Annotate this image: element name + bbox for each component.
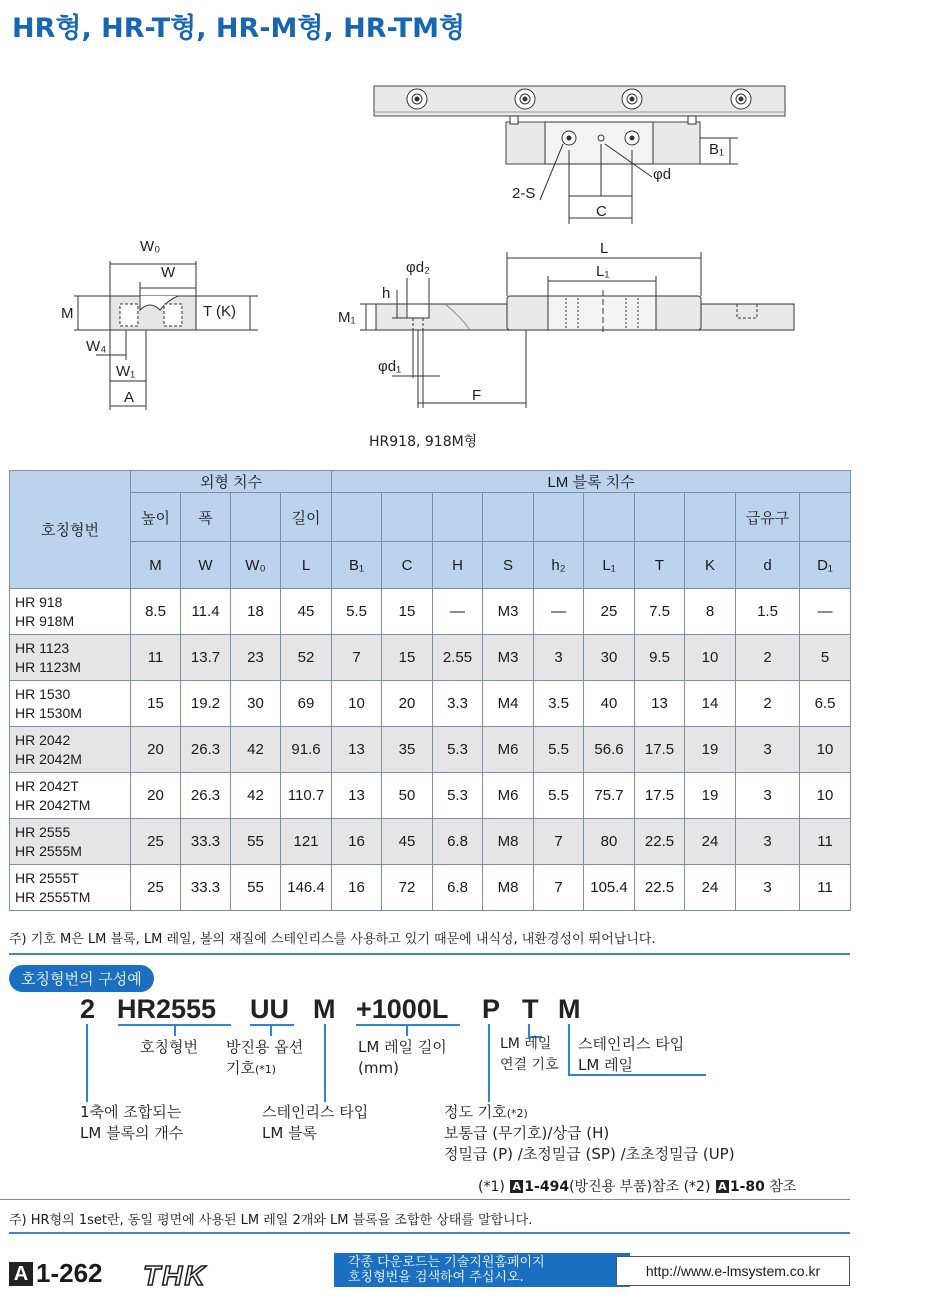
table-cell: 7 — [534, 865, 584, 911]
model-cell: HR 2042T HR 2042TM — [10, 773, 131, 819]
table-cell: 30 — [584, 635, 635, 681]
header-height: 높이 — [131, 493, 181, 542]
exp-length-1: LM 레일 길이 — [358, 1038, 447, 1056]
code-material: M — [313, 994, 336, 1024]
exp-accuracy-3: 정밀급 (P) /초정밀급 (SP) /초초정밀급 (UP) — [444, 1145, 735, 1163]
table-cell: 45 — [382, 819, 433, 865]
header-grease: 급유구 — [736, 493, 800, 542]
table-cell: 18 — [231, 589, 281, 635]
dim-label-m: M — [61, 305, 74, 322]
dim-label-phi-d: φd — [653, 166, 672, 183]
dim-label-w4: W₄ — [86, 338, 107, 355]
header-blank — [231, 493, 281, 542]
table-cell: 5.3 — [433, 727, 483, 773]
table-cell: 5.3 — [433, 773, 483, 819]
table-cell: 25 — [131, 819, 181, 865]
dim-label-w0: W₀ — [140, 238, 161, 255]
reference-note: (*1) A 1-494(방진용 부품)참조 (*2) A 1-80 참조 — [478, 1179, 797, 1195]
table-cell: 56.6 — [584, 727, 635, 773]
code-joint: T — [522, 994, 539, 1024]
code-model: HR2555 — [117, 994, 217, 1024]
table-cell: 7 — [332, 635, 382, 681]
dim-label-w1: W₁ — [116, 363, 136, 380]
header-lm-block-dimensions: LM 블록 치수 — [332, 471, 851, 493]
table-cell: 24 — [685, 865, 736, 911]
code-qty: 2 — [80, 994, 96, 1024]
code-rail-material: M — [558, 994, 581, 1024]
table-cell: 7.5 — [635, 589, 685, 635]
table-cell: 20 — [131, 727, 181, 773]
table-cell: 22.5 — [635, 865, 685, 911]
table-cell: 105.4 — [584, 865, 635, 911]
table-cell: 5.5 — [534, 773, 584, 819]
exp-rail-material-2: LM 레일 — [578, 1056, 634, 1074]
table-cell: M3 — [483, 589, 534, 635]
table-cell: 26.3 — [181, 727, 231, 773]
download-banner: 각종 다운로드는 기술지원홈페이지 호칭형번을 검색하여 주십시오. — [334, 1253, 630, 1287]
line-material — [324, 1024, 326, 1102]
dim-label-w: W — [161, 264, 176, 281]
exp-accuracy-1: 정도 기호(*2) — [444, 1103, 528, 1121]
table-cell: 80 — [584, 819, 635, 865]
table-cell: M6 — [483, 727, 534, 773]
table-cell: 121 — [281, 819, 332, 865]
exp-qty-2: LM 블록의 개수 — [80, 1124, 184, 1142]
table-note: 주) 기호 M은 LM 블록, LM 레일, 볼의 재질에 스테인리스를 사용하고 있기 때문에 내식성, 내환경성이 뛰어납니다. — [9, 932, 656, 947]
exp-material-1: 스테인리스 타입 — [262, 1103, 369, 1121]
table-cell: 20 — [382, 681, 433, 727]
table-cell: 13 — [332, 773, 382, 819]
exp-joint-1: LM 레일 — [500, 1036, 552, 1052]
table-cell: 14 — [685, 681, 736, 727]
table-cell: 13 — [635, 681, 685, 727]
column-header: C — [382, 542, 433, 589]
dim-label-phi-d1: φd₁ — [378, 358, 402, 375]
table-cell: 75.7 — [584, 773, 635, 819]
table-cell: 35 — [382, 727, 433, 773]
page-ref-icon: A — [716, 1180, 729, 1193]
model-cell: HR 918 HR 918M — [10, 589, 131, 635]
table-cell: 42 — [231, 727, 281, 773]
table-cell: — — [433, 589, 483, 635]
column-header: D₁ — [800, 542, 851, 589]
table-cell: 5 — [800, 635, 851, 681]
dim-label-l: L — [600, 240, 609, 257]
table-cell: 110.7 — [281, 773, 332, 819]
table-cell: 2.55 — [433, 635, 483, 681]
column-header: K — [685, 542, 736, 589]
table-cell: M8 — [483, 865, 534, 911]
exp-accuracy-2: 보통급 (무기호)/상급 (H) — [444, 1124, 610, 1142]
composition-heading: 호칭형번의 구성예 — [9, 965, 154, 992]
drawing-caption: HR918, 918M형 — [369, 434, 478, 450]
table-cell: 8 — [685, 589, 736, 635]
table-cell: 17.5 — [635, 773, 685, 819]
set-note: 주) HR형의 1set란, 동일 평면에 사용된 LM 레일 2개와 LM 블록을 조합한 상태를 말합니다. — [9, 1213, 533, 1228]
column-header: h₂ — [534, 542, 584, 589]
website-link[interactable]: http://www.e-lmsystem.co.kr — [616, 1256, 850, 1286]
dim-label-2s: 2-S — [512, 185, 536, 202]
table-cell: 10 — [800, 727, 851, 773]
table-cell: 3 — [736, 773, 800, 819]
column-header: W — [181, 542, 231, 589]
bracket-model-stem — [174, 1024, 176, 1036]
table-cell: 16 — [332, 865, 382, 911]
table-cell: 5.5 — [534, 727, 584, 773]
dim-label-t: T — [203, 303, 213, 320]
table-row — [10, 773, 851, 819]
table-cell: 2 — [736, 635, 800, 681]
page-title: HR형, HR-T형, HR-M형, HR-TM형 — [12, 13, 466, 44]
table-cell: 13 — [332, 727, 382, 773]
table-row — [10, 635, 851, 681]
exp-rail-material-1: 스테인리스 타입 — [578, 1035, 685, 1053]
bracket-seal-stem — [270, 1024, 272, 1036]
page-section-badge: A — [9, 1262, 33, 1286]
table-cell: 45 — [281, 589, 332, 635]
model-cell: HR 2042 HR 2042M — [10, 727, 131, 773]
page-ref-icon: A — [510, 1180, 523, 1193]
table-cell: 5.5 — [332, 589, 382, 635]
table-cell: 40 — [584, 681, 635, 727]
table-cell: M6 — [483, 773, 534, 819]
bracket-seal — [250, 1024, 294, 1026]
exp-seal-1: 방진용 옵션 — [226, 1038, 304, 1056]
table-cell: 26.3 — [181, 773, 231, 819]
table-cell: 19 — [685, 727, 736, 773]
table-cell: 15 — [382, 589, 433, 635]
table-cell: 6.8 — [433, 819, 483, 865]
dim-label-c: C — [596, 203, 607, 220]
table-cell: 3 — [534, 635, 584, 681]
table-cell: 55 — [231, 819, 281, 865]
table-row — [10, 865, 851, 911]
column-header: H — [433, 542, 483, 589]
code-length: +1000L — [356, 994, 449, 1024]
table-cell: 91.6 — [281, 727, 332, 773]
table-row — [10, 819, 851, 865]
exp-joint-2: 연결 기호 — [500, 1057, 559, 1073]
table-cell: 6.8 — [433, 865, 483, 911]
header-model-name: 호칭형번 — [10, 471, 131, 589]
table-cell: 25 — [131, 865, 181, 911]
table-cell: 22.5 — [635, 819, 685, 865]
table-cell: 69 — [281, 681, 332, 727]
table-cell: 19 — [685, 773, 736, 819]
model-cell: HR 1530 HR 1530M — [10, 681, 131, 727]
table-cell: 7 — [534, 819, 584, 865]
table-row — [10, 727, 851, 773]
table-cell: 17.5 — [635, 727, 685, 773]
table-cell: 10 — [685, 635, 736, 681]
table-cell: 3.5 — [534, 681, 584, 727]
exp-seal-2: 기호(*1) — [226, 1059, 277, 1077]
table-cell: 3 — [736, 727, 800, 773]
table-cell: 55 — [231, 865, 281, 911]
column-header: W₀ — [231, 542, 281, 589]
table-cell: 33.3 — [181, 819, 231, 865]
model-cell: HR 2555T HR 2555TM — [10, 865, 131, 911]
table-cell: M8 — [483, 819, 534, 865]
table-cell: 146.4 — [281, 865, 332, 911]
model-cell: HR 2555 HR 2555M — [10, 819, 131, 865]
table-cell: 11.4 — [181, 589, 231, 635]
table-cell: 2 — [736, 681, 800, 727]
table-cell: 10 — [800, 773, 851, 819]
technical-drawing — [0, 0, 931, 460]
column-header: M — [131, 542, 181, 589]
table-cell: M4 — [483, 681, 534, 727]
header-width: 폭 — [181, 493, 231, 542]
table-cell: 23 — [231, 635, 281, 681]
column-header: T — [635, 542, 685, 589]
table-cell: — — [534, 589, 584, 635]
table-row — [10, 589, 851, 635]
dim-label-f: F — [472, 387, 482, 404]
divider — [0, 1199, 850, 1200]
header-outer-dimensions: 외형 치수 — [131, 471, 332, 493]
header-length: 길이 — [281, 493, 332, 542]
table-cell: 72 — [382, 865, 433, 911]
dim-label-h: h — [382, 285, 391, 302]
line-qty — [86, 1024, 88, 1102]
column-header: S — [483, 542, 534, 589]
table-cell: 15 — [131, 681, 181, 727]
bracket-length-stem — [406, 1024, 408, 1036]
code-accuracy: P — [482, 994, 501, 1024]
table-cell: 50 — [382, 773, 433, 819]
thk-logo: THK — [143, 1260, 207, 1291]
table-cell: 8.5 — [131, 589, 181, 635]
dim-label-phi-d2: φd₂ — [406, 259, 430, 276]
table-cell: 10 — [332, 681, 382, 727]
table-cell: 42 — [231, 773, 281, 819]
table-cell: 24 — [685, 819, 736, 865]
table-cell: 15 — [382, 635, 433, 681]
table-cell: 3 — [736, 819, 800, 865]
table-cell: 11 — [800, 819, 851, 865]
line-rail-material — [568, 1024, 570, 1076]
code-seal: UU — [250, 994, 289, 1024]
table-cell: 20 — [131, 773, 181, 819]
exp-qty-1: 1축에 조합되는 — [80, 1103, 182, 1121]
dim-label-k: (K) — [216, 303, 236, 320]
exp-model: 호칭형번 — [140, 1038, 198, 1056]
dim-label-l1: L₁ — [596, 263, 610, 280]
page-number: 1-262 — [36, 1258, 103, 1288]
dim-label-b1: B₁ — [709, 141, 725, 158]
column-header: L — [281, 542, 332, 589]
dim-label-m1: M₁ — [338, 309, 356, 326]
table-cell: 30 — [231, 681, 281, 727]
table-cell: 16 — [332, 819, 382, 865]
table-cell: 13.7 — [181, 635, 231, 681]
exp-material-2: LM 블록 — [262, 1124, 318, 1142]
table-cell: 3 — [736, 865, 800, 911]
line-accuracy — [488, 1024, 490, 1102]
table-cell: — — [800, 589, 851, 635]
model-cell: HR 1123 HR 1123M — [10, 635, 131, 681]
table-cell: 33.3 — [181, 865, 231, 911]
table-cell: 52 — [281, 635, 332, 681]
column-header: B₁ — [332, 542, 382, 589]
column-header: L₁ — [584, 542, 635, 589]
table-cell: 9.5 — [635, 635, 685, 681]
table-cell: 11 — [131, 635, 181, 681]
table-cell: 25 — [584, 589, 635, 635]
bracket-length — [356, 1024, 460, 1026]
spec-table — [9, 470, 851, 911]
footer-divider — [9, 1232, 850, 1234]
exp-length-2: (mm) — [358, 1059, 399, 1077]
dim-label-a: A — [124, 389, 135, 406]
table-cell: 6.5 — [800, 681, 851, 727]
table-row — [10, 681, 851, 727]
section-divider — [9, 953, 850, 955]
table-cell: M3 — [483, 635, 534, 681]
table-cell: 11 — [800, 865, 851, 911]
table-cell: 1.5 — [736, 589, 800, 635]
table-cell: 3.3 — [433, 681, 483, 727]
column-header: d — [736, 542, 800, 589]
table-cell: 19.2 — [181, 681, 231, 727]
